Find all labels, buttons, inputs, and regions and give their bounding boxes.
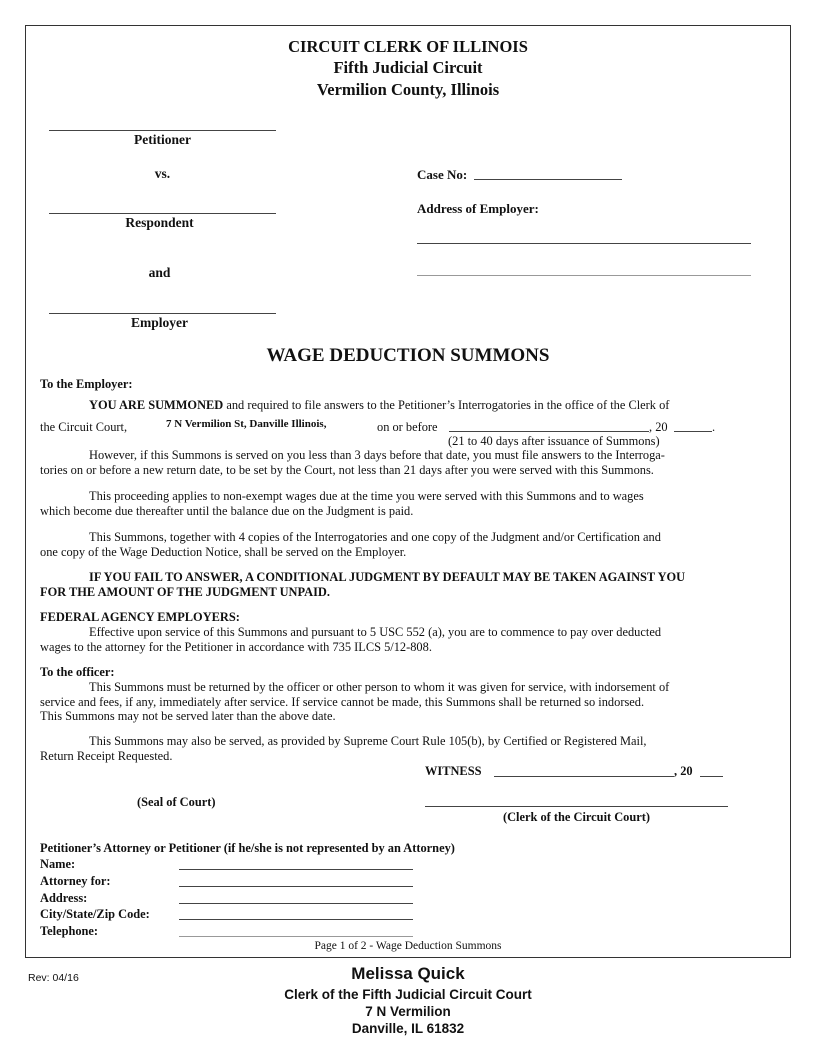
witness-label: WITNESS: [425, 764, 482, 778]
header-county: Vermilion County, Illinois: [316, 80, 500, 99]
seal-label: (Seal of Court): [137, 795, 216, 809]
field-city-label: City/State/Zip Code:: [40, 907, 150, 921]
address-field[interactable]: [179, 903, 413, 904]
employer-address-line-1[interactable]: [417, 243, 751, 244]
however-line-1: However, if this Summons is served on you less than 3 days before that date, you must file answers to the Interroga-: [89, 448, 665, 462]
employer-line[interactable]: [49, 313, 276, 314]
however-line-2: tories on or before a new return date, to be set by the Court, not less than 21 days after you were served with this Summons.: [40, 462, 654, 477]
mail-line-1: This Summons may also be served, as provided by Supreme Court Rule 105(b), by Certified or Registered Mail,: [89, 734, 647, 748]
warning-line-2: FOR THE AMOUNT OF THE JUDGMENT UNPAID.: [40, 584, 330, 599]
city-state-zip-field[interactable]: [179, 919, 413, 920]
officer-paragraph: [40, 680, 770, 724]
case-no-field[interactable]: [474, 179, 622, 180]
proceeding-line-2: which become due thereafter until the balance due on the Judgment is paid.: [40, 503, 414, 518]
name-field[interactable]: [179, 869, 413, 870]
federal-line-2: wages to the attorney for the Petitioner in accordance with 735 ILCS 5/12-808.: [40, 639, 432, 654]
copies-line-2: one copy of the Wage Deduction Notice, shall be served on the Employer.: [40, 544, 407, 559]
court-address: 7 N Vermilion St, Danville Illinois,: [166, 418, 327, 430]
witness-field[interactable]: [494, 776, 674, 777]
court-prefix: the Circuit Court,: [40, 420, 128, 434]
header-court: CIRCUIT CLERK OF ILLINOIS: [288, 37, 528, 56]
attorney-heading: Petitioner’s Attorney or Petitioner (if he/she is not represented by an Attorney): [40, 841, 455, 855]
period: .: [712, 420, 716, 434]
warning-line-1: IF YOU FAIL TO ANSWER, A CONDITIONAL JUDGMENT BY DEFAULT MAY BE TAKEN AGAINST YOU: [89, 570, 686, 584]
employer-label: Employer: [131, 315, 188, 330]
field-name-label: Name:: [40, 857, 76, 871]
return-date-field[interactable]: [449, 431, 649, 432]
clerk-title: Clerk of the Fifth Judicial Circuit Court: [284, 987, 532, 1002]
respondent-label: Respondent: [125, 215, 194, 230]
vs-label: vs.: [154, 166, 171, 181]
federal-paragraph: [40, 625, 770, 654]
on-or-before-label: on or before: [377, 420, 438, 434]
clerk-name: Melissa Quick: [351, 964, 465, 983]
copies-paragraph: [40, 530, 770, 559]
officer-line-2: service and fees, if any, immediately after service. If service cannot be made, this Summons shall be returned so indorsed.: [40, 694, 645, 709]
page-footer: Page 1 of 2 - Wage Deduction Summons: [314, 940, 502, 952]
petitioner-line[interactable]: [49, 130, 276, 131]
days-note: (21 to 40 days after issuance of Summons): [448, 434, 660, 448]
proceeding-line-1: This proceeding applies to non-exempt wages due at the time you were served with this Summons and to wages: [89, 489, 644, 503]
header-circuit: Fifth Judicial Circuit: [333, 58, 483, 77]
proceeding-paragraph: [40, 489, 770, 518]
field-telephone-label: Telephone:: [40, 924, 99, 938]
clerk-city: Danville, IL 61832: [351, 1021, 465, 1036]
mail-line-2: Return Receipt Requested.: [40, 748, 173, 763]
return-year-field[interactable]: [674, 431, 712, 432]
witness-year-field[interactable]: [700, 776, 723, 777]
attorney-for-field[interactable]: [179, 886, 413, 887]
case-no-label: Case No:: [417, 167, 468, 182]
year-prefix: , 20: [649, 420, 668, 434]
telephone-field[interactable]: [179, 936, 413, 937]
however-paragraph: [40, 448, 770, 477]
summoned-paragraph: [40, 398, 770, 413]
mail-paragraph: [40, 734, 770, 763]
to-employer-label: To the Employer:: [40, 377, 133, 391]
petitioner-label: Petitioner: [134, 132, 191, 147]
field-attorney-for-label: Attorney for:: [40, 874, 111, 888]
and-label: and: [148, 265, 171, 280]
federal-line-1: Effective upon service of this Summons and pursuant to 5 USC 552 (a), you are to commence to pay over deducted: [89, 625, 662, 639]
document-title: WAGE DEDUCTION SUMMONS: [266, 345, 550, 366]
clerk-street: 7 N Vermilion: [365, 1004, 451, 1019]
officer-line-3: This Summons may not be served later than the above date.: [40, 709, 336, 724]
employer-address-line-2[interactable]: [417, 275, 751, 276]
federal-label: FEDERAL AGENCY EMPLOYERS:: [40, 610, 240, 624]
default-warning: [40, 570, 770, 599]
field-address-label: Address:: [40, 891, 88, 905]
officer-line-1: This Summons must be returned by the officer or other person to whom it was given for service, with indorsement of: [89, 680, 670, 694]
summoned-rest: and required to file answers to the Petitioner’s Interrogatories in the office of the Clerk of: [223, 398, 670, 412]
witness-year-prefix: , 20: [674, 764, 693, 778]
revision-label: Rev: 04/16: [28, 972, 79, 984]
employer-address-label: Address of Employer:: [417, 201, 539, 216]
copies-line-1: This Summons, together with 4 copies of the Interrogatories and one copy of the Judgment and/or Certification and: [89, 530, 661, 544]
officer-label: To the officer:: [40, 665, 115, 679]
summoned-bold: YOU ARE SUMMONED: [89, 398, 224, 412]
respondent-line[interactable]: [49, 213, 276, 214]
clerk-signature-line[interactable]: [425, 806, 728, 807]
clerk-caption: (Clerk of the Circuit Court): [502, 810, 651, 824]
